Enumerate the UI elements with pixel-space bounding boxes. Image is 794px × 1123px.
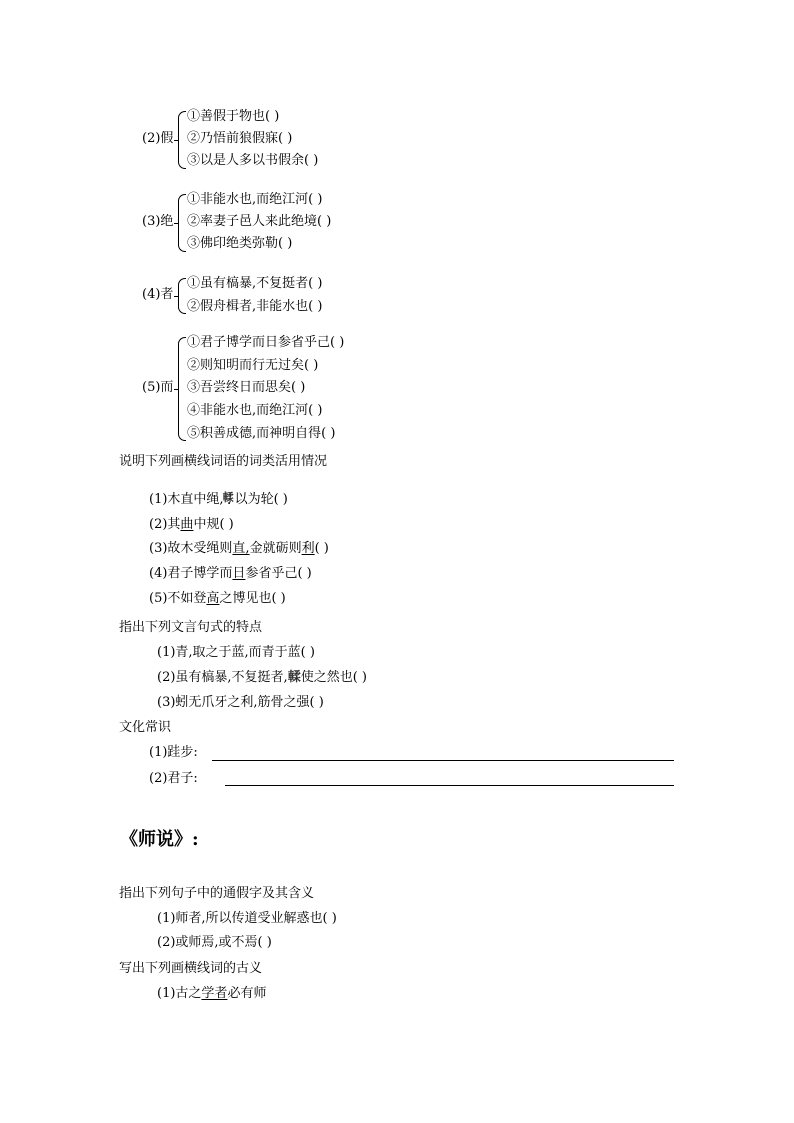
- group-item-zhe-1: ①虽有槁暴,不复挺者( ): [187, 276, 323, 291]
- word-class-item-4-post: 参省乎己( ): [245, 566, 312, 581]
- group-item-jia-3: ③以是人多以书假余( ): [187, 153, 319, 168]
- guyi-item-1: [157, 986, 266, 1002]
- group-item-er-5: ⑤积善成德,而神明自得( ): [187, 426, 336, 441]
- word-class-item-1-post: 以为轮( ): [234, 492, 288, 507]
- sentence-item-2-pre: (2)虽有槁暴,不复挺者,: [157, 670, 288, 685]
- word-class-item-3: [149, 541, 329, 557]
- word-class-item-3-post: ( ): [314, 541, 329, 556]
- culture-item-1-answer-line[interactable]: [212, 760, 674, 761]
- group-label-jue: (3)绝: [142, 214, 174, 229]
- group-item-zhe-2: ②假舟楫者,非能水也( ): [187, 299, 323, 314]
- underlined-word: 高: [206, 591, 220, 606]
- section-title-guyi: 写出下列画横线词的古义: [119, 961, 263, 976]
- group-label-zhe: (4)者: [142, 287, 174, 302]
- word-class-item-3-pre: (3)故木受绳则: [149, 541, 233, 556]
- word-class-item-1-pre: (1)木直中绳,: [149, 492, 224, 507]
- sentence-item-1: (1)青,取之于蓝,而青于蓝( ): [157, 645, 315, 660]
- sentence-item-2: [157, 670, 367, 686]
- word-class-item-5-pre: (5)不如登: [149, 591, 207, 606]
- tongjia-item-2: (2)或师焉,或不焉( ): [157, 935, 272, 950]
- sentence-item-2-post: 使之然也( ): [300, 670, 367, 685]
- section-title-word-class: 说明下列画横线词语的词类活用情况: [119, 454, 328, 469]
- section-title-sentence: 指出下列文言句式的特点: [119, 620, 263, 635]
- brace-er: [178, 337, 186, 441]
- word-class-item-1: [149, 492, 288, 508]
- culture-item-1-label: (1)跬步:: [149, 745, 198, 760]
- word-class-item-2-post: 中规( ): [193, 517, 234, 532]
- ghost-char: 輮: [222, 491, 234, 504]
- underlined-word: 学者: [201, 986, 228, 1001]
- section-title-tongjia: 指出下列句子中的通假字及其含义: [119, 886, 315, 901]
- guyi-item-1-pre: (1)古之: [157, 986, 202, 1001]
- group-item-jue-3: ③佛印绝类弥勒( ): [187, 236, 293, 251]
- word-class-item-2-pre: (2)其: [149, 517, 181, 532]
- word-class-item-5: [149, 591, 286, 607]
- group-item-jue-1: ①非能水也,而绝江河( ): [187, 192, 323, 207]
- group-label-er: (5)而: [142, 380, 174, 395]
- word-class-item-4-pre: (4)君子博学而: [149, 566, 233, 581]
- underlined-word: 曲: [180, 517, 194, 532]
- group-item-er-3: ③吾尝终日而思矣( ): [187, 380, 306, 395]
- group-item-jia-1: ①善假于物也( ): [187, 109, 280, 124]
- brace-jia: [178, 111, 186, 169]
- word-class-item-2: [149, 517, 234, 533]
- culture-item-2-answer-line[interactable]: [225, 785, 674, 786]
- underlined-word: 利: [301, 541, 315, 556]
- word-class-item-3-mid: 金就砺则: [249, 541, 302, 556]
- word-class-item-4: [149, 566, 312, 582]
- culture-item-2-label: (2)君子:: [149, 771, 198, 786]
- sentence-item-3: (3)蚓无爪牙之利,筋骨之强( ): [157, 695, 324, 710]
- group-item-jia-2: ②乃悟前狼假寐( ): [187, 131, 293, 146]
- word-class-item-5-post: 之博见也( ): [219, 591, 286, 606]
- group-item-jue-2: ②率妻子邑人来此绝境( ): [187, 214, 332, 229]
- group-label-jia: (2)假: [142, 131, 174, 146]
- brace-jue: [178, 194, 186, 252]
- brace-zhe: [178, 278, 186, 314]
- shishuo-heading: 《师说》:: [120, 829, 199, 850]
- underlined-word: 日: [232, 566, 246, 581]
- tongjia-item-1: (1)师者,所以传道受业解惑也( ): [157, 911, 337, 926]
- group-item-er-1: ①君子博学而日参省乎己( ): [187, 335, 345, 350]
- group-item-er-2: ②则知明而行无过矣( ): [187, 358, 319, 373]
- guyi-item-1-post: 必有师: [227, 986, 267, 1001]
- section-title-culture: 文化常识: [119, 720, 172, 735]
- group-item-er-4: ④非能水也,而绝江河( ): [187, 403, 323, 418]
- ghost-char-inline: 輮: [287, 670, 301, 685]
- underlined-word: 直,: [232, 541, 250, 556]
